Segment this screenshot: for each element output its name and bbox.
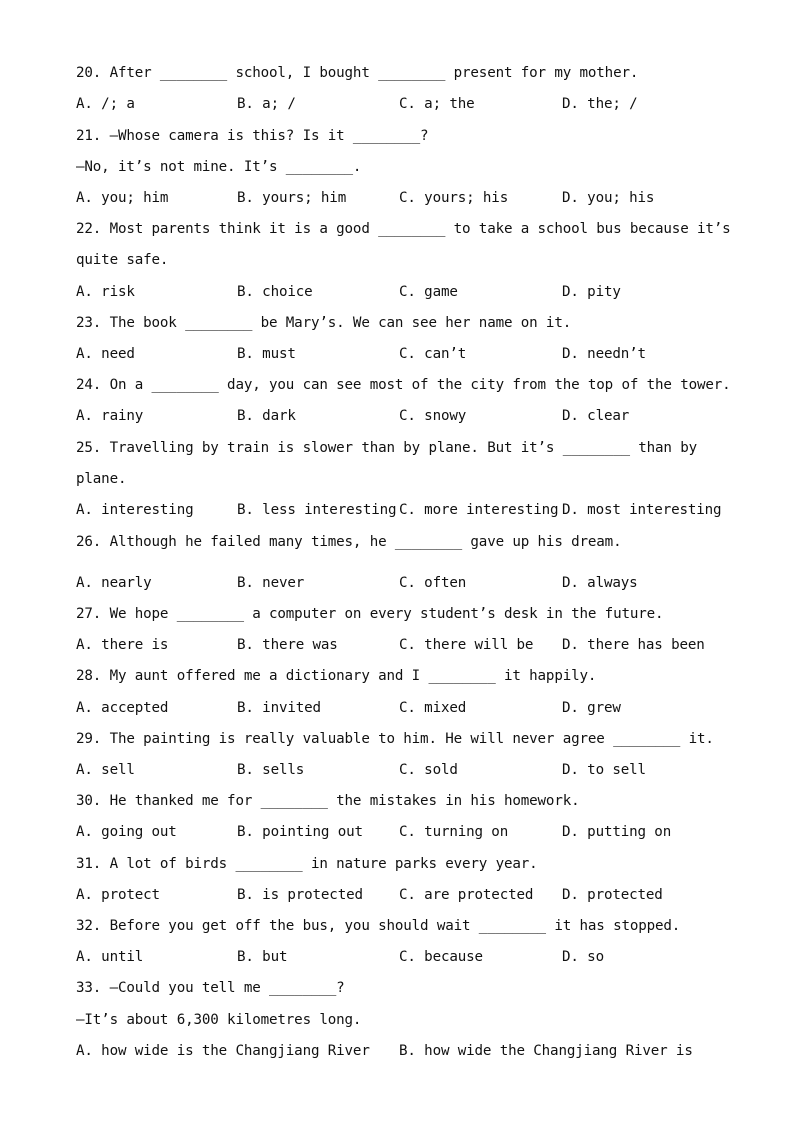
question-27-stem-line-1: 27. We hope ________ a computer on every student’s desk in the future. xyxy=(76,606,664,622)
question-27-option-A: A. there is xyxy=(76,637,169,653)
question-23-option-C: C. can’t xyxy=(399,346,467,362)
question-21-option-C: C. yours; his xyxy=(399,190,509,206)
question-22-option-D: D. pity xyxy=(562,284,621,300)
question-20-stem-line-1: 20. After ________ school, I bought ________ present for my mother. xyxy=(76,65,639,81)
question-26-stem-line-1: 26. Although he failed many times, he ________ gave up his dream. xyxy=(76,534,622,550)
question-25-option-C: C. more interesting xyxy=(399,502,559,518)
question-30-option-A: A. going out xyxy=(76,824,177,840)
question-22-option-B: B. choice xyxy=(237,284,313,300)
question-24-option-C: C. snowy xyxy=(399,408,467,424)
question-21-option-B: B. yours; him xyxy=(237,190,347,206)
question-21-option-D: D. you; his xyxy=(562,190,655,206)
question-33-option-A: A. how wide is the Changjiang River xyxy=(76,1043,370,1059)
question-23-option-A: A. need xyxy=(76,346,135,362)
question-33-stem-line-2: —It’s about 6,300 kilometres long. xyxy=(76,1012,362,1028)
question-30-stem-line-1: 30. He thanked me for ________ the mistakes in his homework. xyxy=(76,793,580,809)
question-22-option-A: A. risk xyxy=(76,284,135,300)
question-26-option-C: C. often xyxy=(399,575,467,591)
question-32-option-D: D. so xyxy=(562,949,604,965)
question-31-stem-line-1: 31. A lot of birds ________ in nature parks every year. xyxy=(76,856,538,872)
question-28-option-B: B. invited xyxy=(237,700,321,716)
question-20-option-A: A. /; a xyxy=(76,96,135,112)
question-29-option-A: A. sell xyxy=(76,762,135,778)
question-33-option-B: B. how wide the Changjiang River is xyxy=(399,1043,693,1059)
question-28-option-C: C. mixed xyxy=(399,700,467,716)
question-24-option-A: A. rainy xyxy=(76,408,144,424)
question-28-stem-line-1: 28. My aunt offered me a dictionary and I ________ it happily. xyxy=(76,668,597,684)
question-30-option-D: D. putting on xyxy=(562,824,672,840)
question-20-option-D: D. the; / xyxy=(562,96,638,112)
question-22-stem-line-2: quite safe. xyxy=(76,252,169,268)
question-23-option-B: B. must xyxy=(237,346,296,362)
question-32-option-A: A. until xyxy=(76,949,144,965)
question-32-stem-line-1: 32. Before you get off the bus, you should wait ________ it has stopped. xyxy=(76,918,681,934)
question-31-option-C: C. are protected xyxy=(399,887,534,903)
question-21-stem-line-2: —No, it’s not mine. It’s ________. xyxy=(76,159,362,175)
question-25-stem-line-1: 25. Travelling by train is slower than by plane. But it’s ________ than by xyxy=(76,440,697,456)
question-31-option-D: D. protected xyxy=(562,887,663,903)
question-23-stem-line-1: 23. The book ________ be Mary’s. We can see her name on it. xyxy=(76,315,572,331)
question-22-stem-line-1: 22. Most parents think it is a good ________ to take a school bus because it’s xyxy=(76,221,731,237)
question-31-option-A: A. protect xyxy=(76,887,160,903)
question-21-option-A: A. you; him xyxy=(76,190,169,206)
question-32-option-B: B. but xyxy=(237,949,288,965)
question-24-option-B: B. dark xyxy=(237,408,296,424)
question-25-option-A: A. interesting xyxy=(76,502,194,518)
question-20-option-B: B. a; / xyxy=(237,96,296,112)
question-29-option-B: B. sells xyxy=(237,762,305,778)
question-25-option-D: D. most interesting xyxy=(562,502,722,518)
question-30-option-C: C. turning on xyxy=(399,824,509,840)
question-31-option-B: B. is protected xyxy=(237,887,363,903)
question-25-stem-line-2: plane. xyxy=(76,471,127,487)
question-22-option-C: C. game xyxy=(399,284,458,300)
question-29-stem-line-1: 29. The painting is really valuable to him. He will never agree ________ it. xyxy=(76,731,714,747)
question-25-option-B: B. less interesting xyxy=(237,502,397,518)
question-27-option-D: D. there has been xyxy=(562,637,705,653)
question-24-stem-line-1: 24. On a ________ day, you can see most of the city from the top of the tower. xyxy=(76,377,731,393)
question-32-option-C: C. because xyxy=(399,949,483,965)
question-29-option-C: C. sold xyxy=(399,762,458,778)
question-28-option-D: D. grew xyxy=(562,700,621,716)
question-26-option-B: B. never xyxy=(237,575,305,591)
question-26-option-D: D. always xyxy=(562,575,638,591)
question-30-option-B: B. pointing out xyxy=(237,824,363,840)
question-27-option-C: C. there will be xyxy=(399,637,534,653)
question-20-option-C: C. a; the xyxy=(399,96,475,112)
question-28-option-A: A. accepted xyxy=(76,700,169,716)
question-23-option-D: D. needn’t xyxy=(562,346,646,362)
question-29-option-D: D. to sell xyxy=(562,762,646,778)
question-21-stem-line-1: 21. —Whose camera is this? Is it ________? xyxy=(76,128,429,144)
question-26-option-A: A. nearly xyxy=(76,575,152,591)
question-33-stem-line-1: 33. —Could you tell me ________? xyxy=(76,980,345,996)
question-27-option-B: B. there was xyxy=(237,637,338,653)
question-24-option-D: D. clear xyxy=(562,408,630,424)
